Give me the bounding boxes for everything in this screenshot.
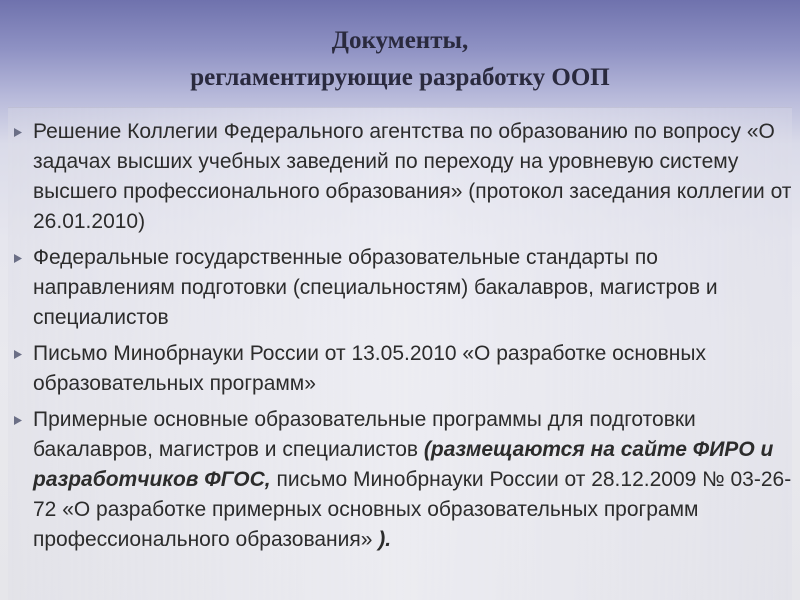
content-area [8,107,792,600]
triangle-right-icon [12,405,24,435]
bullet-text: Письмо Минобрнауки России от 13.05.2010 «О разработке основных образовательных программ» [33,342,706,395]
bullet-text: Решение Коллегии Федерального агентства по образованию по вопросу «О задачах высших учебных заведений по переходу на уровневую систему высшего профессионального образования» (протокол заседания коллегии от 26.01.2010) [33,120,792,233]
title-line-1: Документы, [331,27,469,54]
bullet-item [8,243,792,333]
bullet-item [8,117,792,237]
bullet-item [8,405,792,555]
bullet-list [8,117,792,561]
bullet-text: Федеральные государственные образовательные стандарты по направлениям подготовки (специальностям) бакалавров, магистров и специалистов [33,246,718,329]
bullet-item [8,339,792,399]
bullet-text-plain: Примерные основные образовательные программы для подготовки бакалавров, магистров и специалистов [33,408,696,461]
title-line-2: регламентирующие разработку ООП [190,64,610,91]
bullet-text-emphasis: (размещаются на сайте ФИРО и разработчиков ФГОС, [33,438,774,491]
triangle-right-icon [12,117,24,147]
triangle-right-icon [12,339,24,369]
bullet-text [33,408,791,551]
slide-title [0,22,800,96]
triangle-right-icon [12,243,24,273]
bullet-text-tail: письмо Минобрнауки России от 28.12.2009 № 03-26-72 «О разработке примерных основных образовательных программ профессионального образования» [33,468,792,551]
bullet-text-end: ). [378,528,392,551]
